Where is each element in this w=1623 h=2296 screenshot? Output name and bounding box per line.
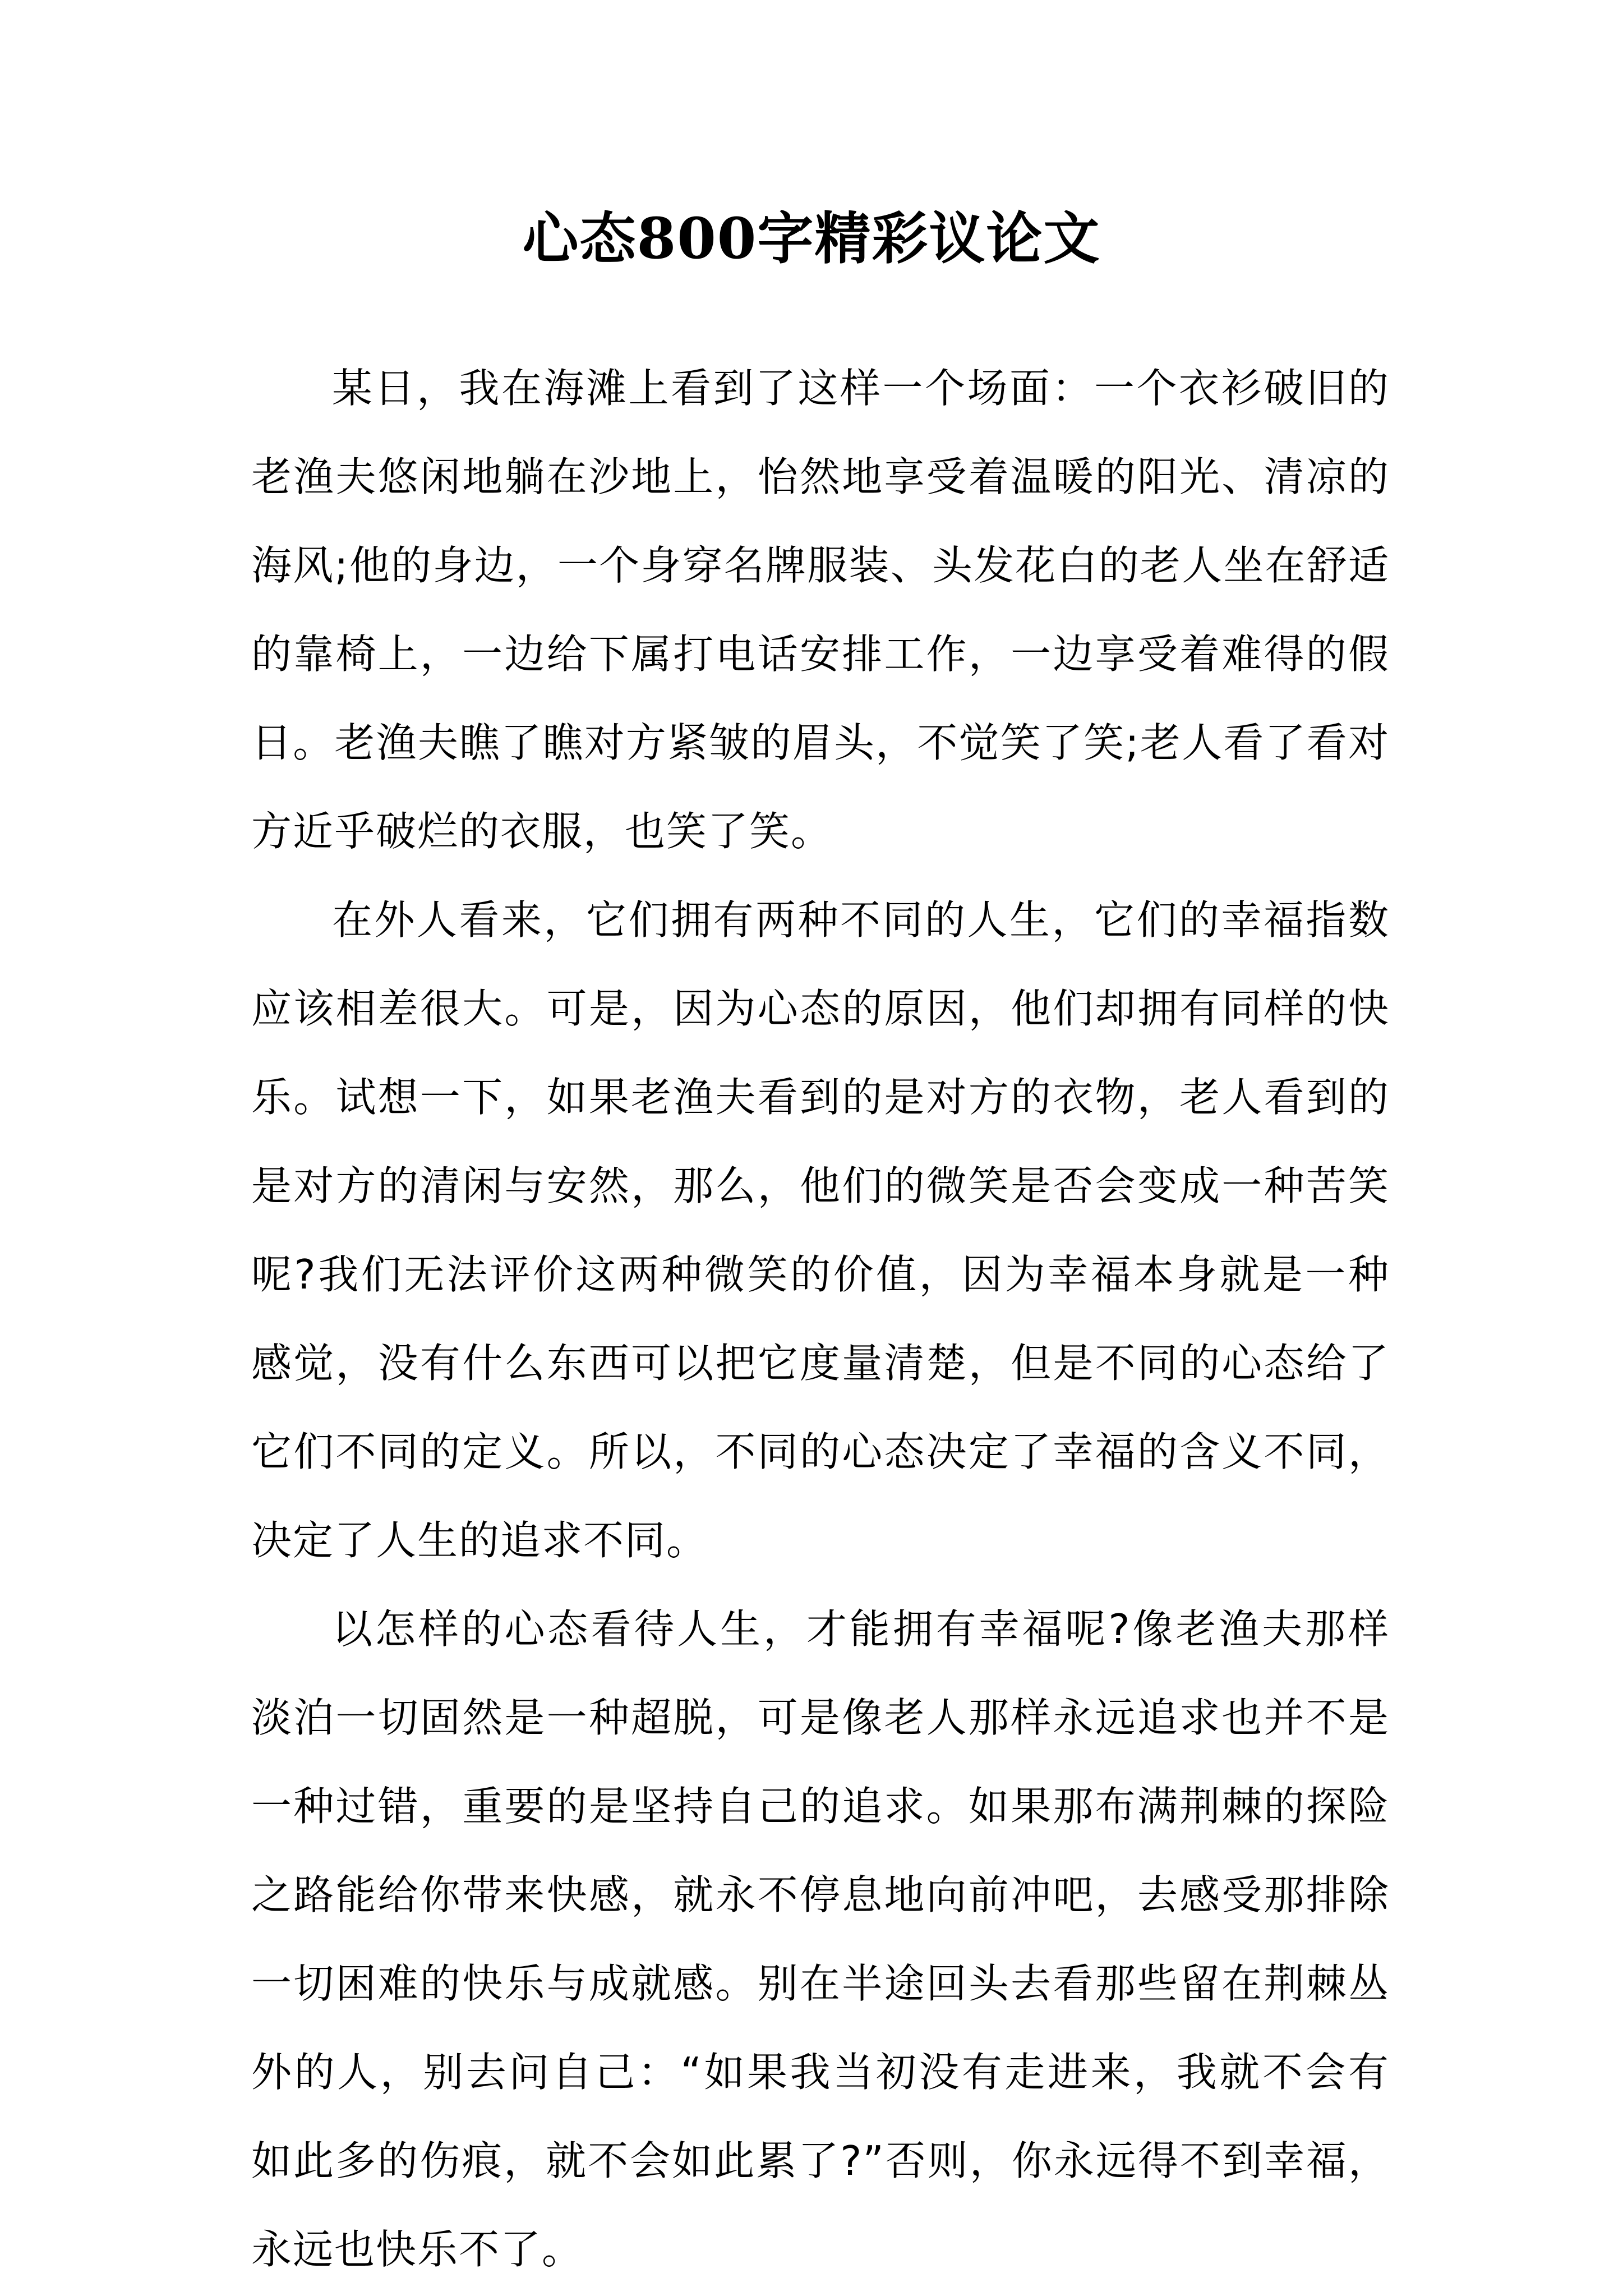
paragraph-1: 某日，我在海滩上看到了这样一个场面：一个衣衫破旧的老渔夫悠闲地躺在沙地上，怡然地享受着温暖的阳光、清凉的海风;他的身边，一个身穿名牌服装、头发花白的老人坐在舒适的靠椅上，一边给下属打电话安排工作，一边享受着难得的假日。老渔夫瞧了瞧对方紧皱的眉头，不觉笑了笑;老人看了看对方近乎破烂的衣服，也笑了笑。 [251,365,1390,855]
document-title: 心态800字精彩议论文 [522,205,1101,272]
document-body [251,344,1390,2294]
paragraph-2: 在外人看来，它们拥有两种不同的人生，它们的幸福指数应该相差很大。可是，因为心态的原因，他们却拥有同样的快乐。试想一下，如果老渔夫看到的是对方的衣物，老人看到的是对方的清闲与安然，那么，他们的微笑是否会变成一种苦笑呢?我们无法评价这两种微笑的价值，因为幸福本身就是一种感觉，没有什么东西可以把它度量清楚，但是不同的心态给了它们不同的定义。所以，不同的心态决定了幸福的含义不同，决定了人生的追求不同。 [251,896,1390,1564]
paragraph-3: 以怎样的心态看待人生，才能拥有幸福呢?像老渔夫那样淡泊一切固然是一种超脱，可是像老人那样永远追求也并不是一种过错，重要的是坚持自己的追求。如果那布满荆棘的探险之路能给你带来快感，就永不停息地向前冲吧，去感受那排除一切困难的快乐与成就感。别在半途回头去看那些留在荆棘丛外的人，别去问自己：“如果我当初没有走进来，我就不会有如此多的伤痕，就不会如此累了?”否则，你永远得不到幸福，永远也快乐不了。 [251,1605,1390,2273]
